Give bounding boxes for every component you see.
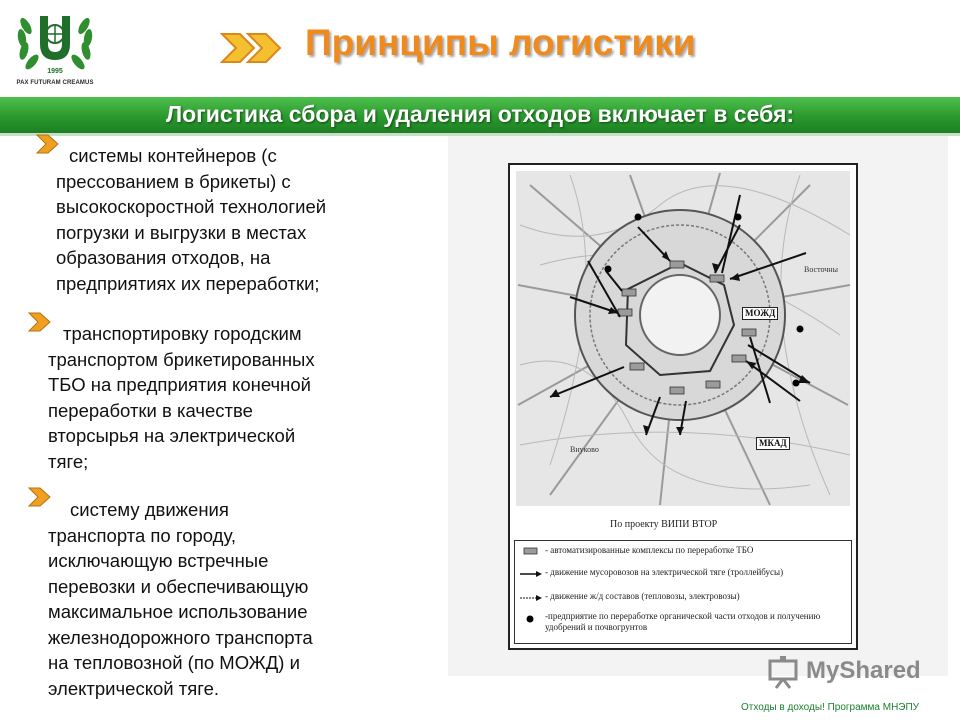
double-chevron-icon: [218, 28, 286, 68]
arrow-symbol-icon: [519, 570, 543, 578]
university-logo: [10, 4, 100, 90]
bullet-3-line: систему движения: [70, 499, 229, 520]
bullet-1-line: образования отходов, на: [56, 247, 271, 268]
bullet-text-2: [48, 321, 315, 474]
bullet-text-3: [48, 497, 313, 701]
bullet-2-line: переработки в качестве: [48, 399, 253, 421]
subtitle: Логистика сбора и удаления отходов включает в себя:: [165, 101, 795, 127]
bullet-3-line: максимальное использование: [48, 601, 308, 622]
presentation-board-icon: [766, 655, 802, 689]
dot-symbol-icon: [525, 614, 535, 624]
bullet-1-line: высокоскоростной технологией: [56, 196, 327, 217]
bullet-1-line: предприятиях их переработки;: [56, 272, 320, 294]
mkad-label: МКАД: [756, 437, 790, 450]
footer-text: Отходы в доходы! Программа МНЭПУ: [741, 702, 920, 713]
bullet-2-line: транспортом брикетированных: [48, 348, 315, 370]
map-caption: По проекту ВИПИ ВТОР: [610, 519, 718, 530]
legend-text: - автоматизированные комплексы по переработке ТБО: [545, 545, 754, 555]
legend-text: - движение мусоровозов на электрической тяге (троллейбусы): [545, 567, 784, 577]
map-legend: [514, 540, 852, 644]
bullet-text-1: [56, 143, 326, 296]
legend-text: - движение ж/д составов (тепловозы, электровозы): [545, 591, 740, 601]
bullet-2-line: тяге;: [48, 450, 89, 472]
logo-year: 1995: [47, 68, 63, 75]
bullet-3-line: на тепловозной (по МОЖД) и: [48, 652, 300, 673]
bullet-1-line: прессованием в брикеты) с: [56, 170, 291, 192]
logo-motto: PAX FUTURAM CREAMUS: [16, 80, 94, 86]
complex-symbol-icon: [523, 547, 539, 555]
bullet-1-line: системы контейнеров (с: [69, 145, 277, 166]
watermark-text: MyShared: [806, 657, 921, 684]
bullet-3-line: железнодорожного транспорта: [48, 626, 313, 648]
watermark: [766, 655, 926, 691]
mozhd-label: МОЖД: [742, 307, 778, 320]
vnukovo-label: Внуково: [570, 445, 599, 454]
bullet-3-line: перевозки и обеспечивающую: [48, 575, 309, 597]
page-title: Принципы логистики: [305, 22, 696, 63]
bullet-1-line: погрузки и выгрузки в местах: [56, 221, 307, 243]
bullet-2-line: вторсырья на электрической: [48, 425, 296, 446]
bullet-3-line: электрической тяге.: [48, 677, 220, 699]
rail-arrow-symbol-icon: [519, 594, 543, 602]
vostok-label: Восточны: [804, 265, 838, 274]
laurel-emblem-icon: [10, 4, 100, 76]
bullet-2-line: ТБО на предприятия конечной: [48, 374, 311, 395]
city-map-figure: [508, 163, 858, 650]
bullet-3-line: транспорта по городу,: [48, 524, 236, 546]
bullet-2-line: транспортировку городским: [63, 323, 302, 344]
moscow-map: [510, 165, 856, 510]
bullet-3-line: исключающую встречные: [48, 550, 269, 571]
legend-text: -предприятие по переработке органической части отходов и получению удобрений и почвогрунтов: [545, 611, 821, 632]
